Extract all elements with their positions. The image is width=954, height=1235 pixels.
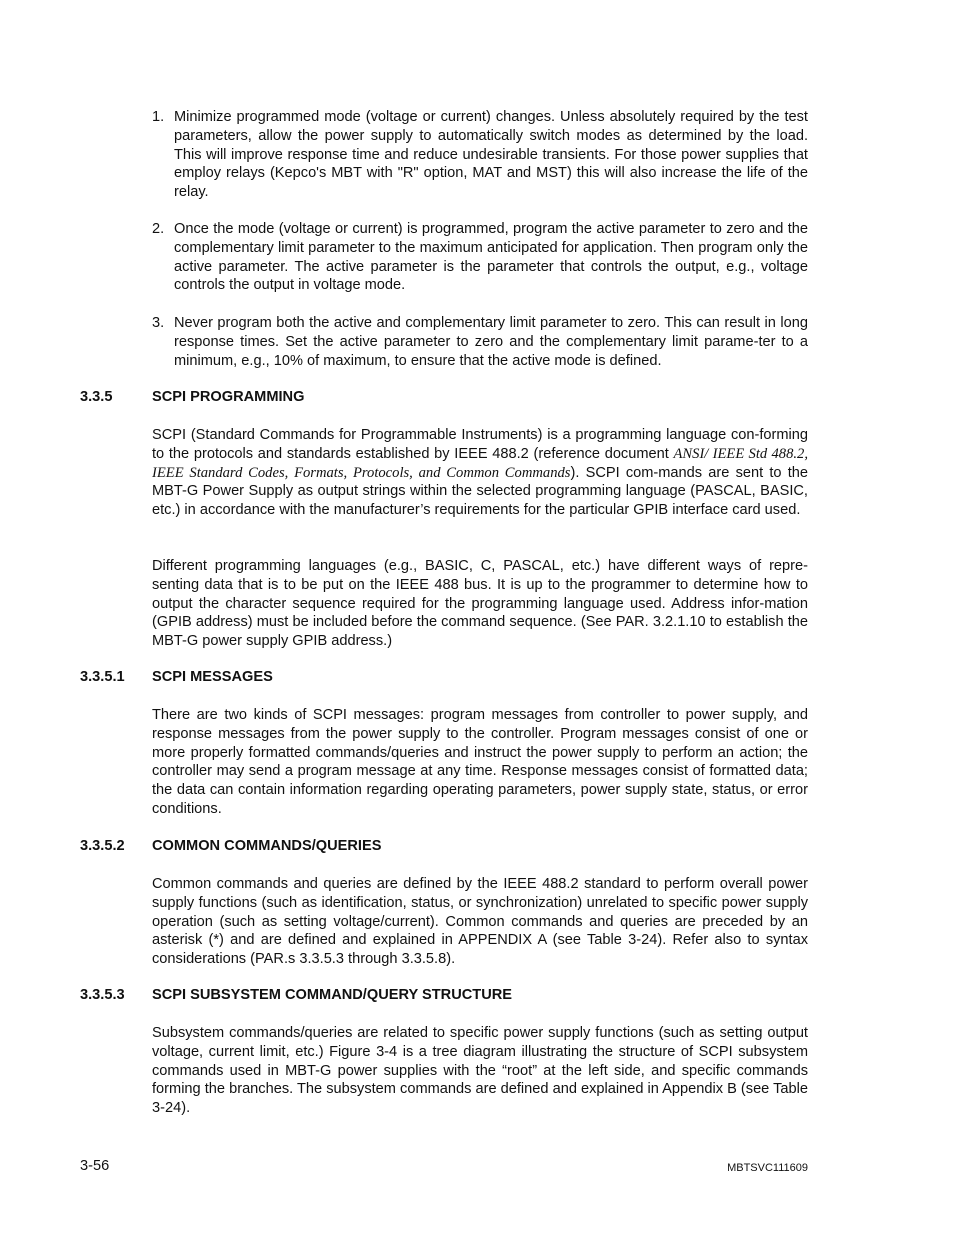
- section-number-3-3-5-1: 3.3.5.1: [80, 669, 125, 685]
- page-number: 3-56: [80, 1158, 110, 1174]
- paragraph-subsystem-commands: Subsystem commands/queries are related to specific power supply functions (such as setting output voltage, current limit, etc.) Figure 3-4 is a tree diagram illustrating the structure of SCPI subsystem commands used in MBT-G power supplies with the “root” at the left side, and specific commands forming the branches. The subsystem commands are defined and explained in Appendix B (see Table 3-24).: [152, 1025, 808, 1117]
- section-number-3-3-5-3: 3.3.5.3: [80, 987, 125, 1003]
- section-number-3-3-5: 3.3.5: [80, 389, 113, 405]
- section-title-subsystem-structure: SCPI SUBSYSTEM COMMAND/QUERY STRUCTURE: [152, 987, 513, 1003]
- paragraph-scpi-intro: [152, 426, 808, 520]
- paragraph-scpi-intro-b: ). SCPI com-mands are sent to the MBT-G Power Supply as output strings within the selected programming language (PASCAL, BASIC, etc.) in accordance with the manufacturer’s requirements for the particular GPIB interface card used.: [152, 464, 808, 519]
- list-number-3: 3.: [152, 315, 165, 331]
- list-item-1: Minimize programmed mode (voltage or current) changes. Unless absolutely required by the test parameters, allow the power supply to automatically switch modes as determined by the load. This will improve response time and reduce undesirable transients. For those power supplies that employ relays (Kepco's MBT with "R" option, MAT and MST) this will also increase the life of the relay.: [174, 109, 808, 201]
- paragraph-programming-languages: Different programming languages (e.g., BASIC, C, PASCAL, etc.) have different ways of repre-senting data that is to be put on the IEEE 488 bus. It is up to the programmer to determine how to output the character sequence required for the programming language used. Address infor-mation (GPIB address) must be included before the command sequence. (See PAR. 3.2.1.10 to establish the MBT-G power supply GPIB address.): [152, 558, 808, 650]
- section-title-scpi-programming: SCPI PROGRAMMING: [152, 389, 305, 405]
- paragraph-scpi-messages: There are two kinds of SCPI messages: program messages from controller to power supply, and response messages from the power supply to the controller. Program messages consist of one or more properly formatted commands/queries and instruct the power supply to perform an action; the controller may send a program message at any time. Response messages consist of formatted data; the data can contain information regarding operating parameters, power supply state, status, or error conditions.: [152, 707, 808, 817]
- list-number-1: 1.: [152, 109, 165, 125]
- paragraph-common-commands: Common commands and queries are defined by the IEEE 488.2 standard to perform overall power supply functions (such as identification, status, or synchronization) unrelated to specific power supply operation (such as setting voltage/current). Common commands and queries are preceded by an asterisk (*) and are defined and explained in APPENDIX A (see Table 3-24). Refer also to syntax considerations (PAR.s 3.3.5.3 through 3.3.5.8).: [152, 876, 808, 968]
- list-number-2: 2.: [152, 221, 165, 237]
- section-title-scpi-messages: SCPI MESSAGES: [152, 669, 273, 685]
- paragraph-scpi-intro-a: SCPI (Standard Commands for Programmable Instruments) is a programming language con-forming to the protocols and standards established by IEEE 488.2 (reference document: [152, 427, 808, 462]
- list-item-3: Never program both the active and complementary limit parameter to zero. This can result in long response times. Set the active parameter to zero and the complementary limit parame-ter to a minimum, e.g., 10% of maximum, to ensure that the active mode is defined.: [174, 315, 808, 369]
- list-item-2: Once the mode (voltage or current) is programmed, program the active parameter to zero and the complementary limit parameter to the maximum anticipated for application. Then program only the active parameter. The active parameter is the parameter that controls the output, e.g., voltage controls the output in voltage mode.: [174, 221, 808, 294]
- section-title-common-commands: COMMON COMMANDS/QUERIES: [152, 838, 382, 854]
- document-id: MBTSVC111609: [727, 1162, 808, 1174]
- reference-document-title: ANSI/ IEEE Std 488.2, IEEE Standard Codes, Formats, Protocols, and Common Commands: [152, 445, 808, 481]
- section-number-3-3-5-2: 3.3.5.2: [80, 838, 125, 854]
